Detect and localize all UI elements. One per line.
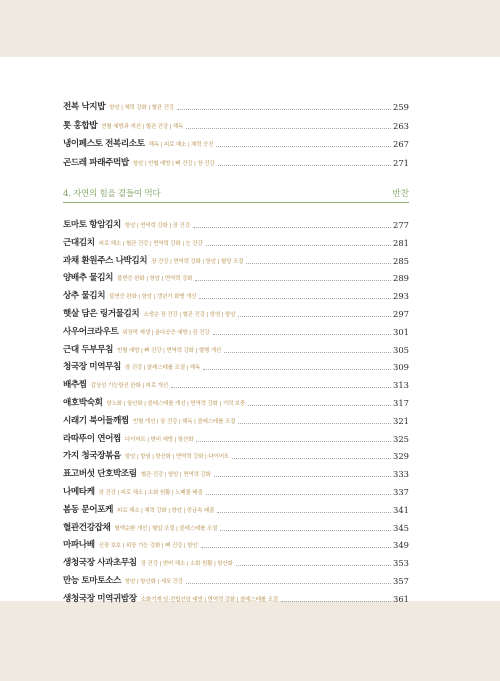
dot-leader	[186, 127, 391, 129]
entry-tags: 피로 해소 | 혈관 건강 | 면역력 강화 | 눈 건강	[98, 240, 203, 247]
dot-leader	[201, 546, 392, 548]
entry-page-number: 349	[393, 540, 409, 551]
entry-tags: 소화기계 암·전립선암 예방 | 면역력 강화 | 콜레스테롤 조절	[140, 596, 278, 603]
entry-tags: 불면증 완화 | 항암 | 면역력 강화	[117, 276, 193, 283]
toc-entry[interactable]	[63, 99, 409, 113]
entry-tags: 항노화 | 항산화 | 콜레스테롤 개선 | 면역력 강화 | 기력 보충	[106, 401, 246, 407]
toc-entry[interactable]	[63, 377, 409, 391]
dot-leader	[186, 582, 391, 584]
entry-page-number: 321	[393, 415, 409, 426]
entry-page-number: 305	[393, 344, 409, 355]
entry-tags: 다이어트 | 변비 예방 | 항산화	[124, 436, 194, 443]
entry-page-number: 337	[393, 487, 409, 497]
section-header	[63, 183, 409, 199]
dot-leader	[220, 529, 391, 531]
entry-tags: 혈액순환 개선 | 혈압 조절 | 콜레스테롤 조절	[114, 525, 218, 532]
toc-entry[interactable]	[63, 591, 409, 605]
entry-tags: 갑상선 기능항진 완화 | 피로 개선	[90, 383, 168, 390]
toc-entry[interactable]	[63, 118, 409, 132]
section-divider	[63, 202, 409, 203]
entry-tags: 항암 | 항염 | 항산화 | 면역력 강화 | 다이어트	[124, 454, 230, 461]
entry-tags: 장 건강 | 콜레스테롤 조절 | 해독	[124, 365, 201, 372]
toc-entry[interactable]	[63, 253, 409, 267]
entry-tags: 장 건강 | 면역력 강화 | 항암 | 혈당 조절	[151, 258, 244, 265]
entry-page-number: 277	[393, 220, 409, 230]
dot-leader	[213, 333, 391, 335]
entry-tags: 위장막 재생 | 골다공증 예방 | 장 건강	[122, 329, 210, 336]
toc-entry[interactable]	[63, 342, 409, 356]
entry-page-number: 285	[393, 255, 409, 266]
toc-entry[interactable]	[63, 573, 409, 587]
toc-entry[interactable]	[63, 235, 409, 249]
entry-page-number: 361	[393, 593, 409, 604]
dot-leader	[248, 404, 391, 406]
dot-leader	[206, 244, 391, 246]
entry-title: 생청국장 사과초무침	[63, 558, 137, 569]
section-title: 4. 자연의 힘을 곁들여 먹다	[63, 189, 161, 199]
entry-page-number: 341	[393, 504, 409, 515]
entry-tags: 피로 해소 | 체력 강화 | 항암 | 중금속 배출	[117, 507, 215, 514]
entry-tags: 신장 보호 | 위장 기능 강화 | 뼈 건강 | 항암	[98, 543, 198, 550]
entry-page-number: 263	[393, 120, 409, 131]
entry-page-number: 333	[393, 469, 409, 480]
dot-leader	[218, 164, 391, 166]
entry-title: 전복 낙지밥	[63, 102, 106, 112]
toc-entry[interactable]	[63, 136, 409, 150]
toc-entry[interactable]	[63, 395, 409, 409]
entry-title: 근대김치	[63, 237, 95, 248]
entry-title: 가지 청국장볶음	[63, 451, 121, 462]
entry-tags: 장 건강 | 피로 해소 | 소화 원활 | 노폐물 배출	[98, 490, 203, 496]
entry-title: 과채 환원주스 나박김치	[63, 255, 148, 266]
entry-title: 봄동 문어포케	[63, 504, 114, 515]
entry-title: 나메타케	[63, 487, 95, 497]
dot-leader	[216, 145, 391, 147]
entry-page-number: 267	[393, 139, 409, 150]
dot-leader	[238, 422, 391, 424]
dot-leader	[199, 297, 391, 299]
toc-entry[interactable]	[63, 520, 409, 534]
entry-title: 양배추 물김치	[63, 273, 114, 284]
top-margin-band	[0, 0, 500, 57]
dot-leader	[203, 368, 391, 370]
entry-tags: 소생순 장 건강 | 혈관 건강 | 항염 | 항암	[143, 312, 236, 318]
entry-title: 혈관건강잡채	[63, 522, 111, 533]
toc-entry[interactable]	[63, 324, 409, 338]
dot-leader	[238, 315, 391, 317]
entry-title: 곤드레 파래주먹밥	[63, 158, 129, 169]
dot-leader	[171, 386, 391, 388]
entry-tags: 장 건강 | 변비 해소 | 소화 원활 | 항산화	[140, 561, 233, 568]
toc-entry[interactable]	[63, 217, 409, 231]
entry-tags: 항암 | 체력 강화 | 혈관 건강	[109, 105, 174, 111]
entry-title: 냉이페스토 전복리소토	[63, 139, 145, 150]
entry-page-number: 271	[393, 158, 409, 169]
entry-page-number: 353	[393, 558, 409, 569]
toc-entry[interactable]	[63, 448, 409, 462]
dot-leader	[236, 564, 391, 566]
entry-page-number: 259	[393, 102, 409, 112]
entry-page-number: 281	[393, 237, 409, 248]
entry-page-number: 289	[393, 273, 409, 284]
toc-entry[interactable]	[63, 270, 409, 284]
dot-leader	[193, 226, 391, 228]
entry-tags: 빈혈 예방 | 뼈 건강 | 면역력 강화 | 혈행 개선	[117, 347, 222, 354]
entry-title: 애호박숙회	[63, 398, 103, 408]
entry-tags: 불면증 완화 | 항암 | 갱년기 화병 개선	[109, 294, 197, 301]
entry-tags: 빈혈 예방과 개선 | 혈관 건강 | 해독	[101, 123, 184, 130]
dot-leader	[232, 457, 391, 459]
entry-title: 톳 홍합밥	[63, 120, 98, 131]
entry-page-number: 293	[393, 291, 409, 302]
dot-leader	[281, 600, 391, 602]
entry-tags: 혈관 건강 | 항암 | 면역력 강화	[140, 472, 211, 479]
entry-title: 근대 두부무침	[63, 344, 114, 355]
toc-entry[interactable]	[63, 466, 409, 480]
entry-title: 마파나베	[63, 540, 95, 551]
section-label: 반찬	[392, 189, 409, 199]
entry-page-number: 309	[393, 362, 409, 373]
entry-page-number: 329	[393, 451, 409, 462]
toc-entry[interactable]	[63, 306, 409, 320]
dot-leader	[177, 108, 391, 110]
bottom-margin-band	[0, 601, 500, 681]
entry-page-number: 345	[393, 522, 409, 533]
entry-title: 라따뚜이 연어찜	[63, 433, 121, 444]
toc-entry[interactable]	[63, 555, 409, 569]
entry-title: 표고버섯 단호박조림	[63, 469, 137, 480]
entry-page-number: 313	[393, 380, 409, 391]
entry-tags: 빈혈 개선 | 장 건강 | 해독 | 콜레스테롤 조절	[132, 418, 236, 425]
entry-page-number: 325	[393, 433, 409, 444]
dot-leader	[246, 262, 391, 264]
entry-tags: 항암 | 면역력 강화 | 장 건강	[124, 223, 190, 229]
toc-entry[interactable]	[63, 155, 409, 169]
entry-tags: 항암 | 빈혈 예방 | 뼈 건강 | 장 건강	[132, 161, 215, 168]
entry-title: 만능 토마토소스	[63, 576, 121, 586]
dot-leader	[196, 440, 391, 442]
toc-entry[interactable]	[63, 537, 409, 551]
entry-title: 햇살 담은 링거물김치	[63, 309, 140, 319]
toc-entry[interactable]	[63, 484, 409, 498]
dot-leader	[206, 493, 391, 495]
toc-entry[interactable]	[63, 413, 409, 427]
entry-title: 상추 물김치	[63, 291, 106, 302]
entry-title: 사우어크라우트	[63, 326, 119, 337]
entry-page-number: 297	[393, 309, 409, 319]
entry-title: 시래기 북어들깨찜	[63, 415, 129, 426]
dot-leader	[217, 511, 391, 513]
entry-tags: 항암 | 항산화 | 세포 건강	[124, 579, 183, 585]
entry-title: 생청국장 미역귀밤장	[63, 593, 137, 604]
dot-leader	[195, 279, 391, 281]
entry-title: 배추찜	[63, 380, 87, 391]
entry-page-number: 357	[393, 576, 409, 586]
entry-title: 토마토 항암김치	[63, 220, 121, 230]
entry-page-number: 317	[393, 398, 409, 408]
toc-entry[interactable]	[63, 359, 409, 373]
dot-leader	[224, 351, 391, 353]
entry-title: 청국장 미역무침	[63, 362, 121, 373]
toc-entry[interactable]	[63, 431, 409, 445]
toc-entry[interactable]	[63, 288, 409, 302]
entry-tags: 해독 | 피로 해소 | 체력 증진	[148, 142, 214, 149]
entry-page-number: 301	[393, 326, 409, 337]
toc-entry[interactable]	[63, 502, 409, 516]
dot-leader	[214, 475, 391, 477]
